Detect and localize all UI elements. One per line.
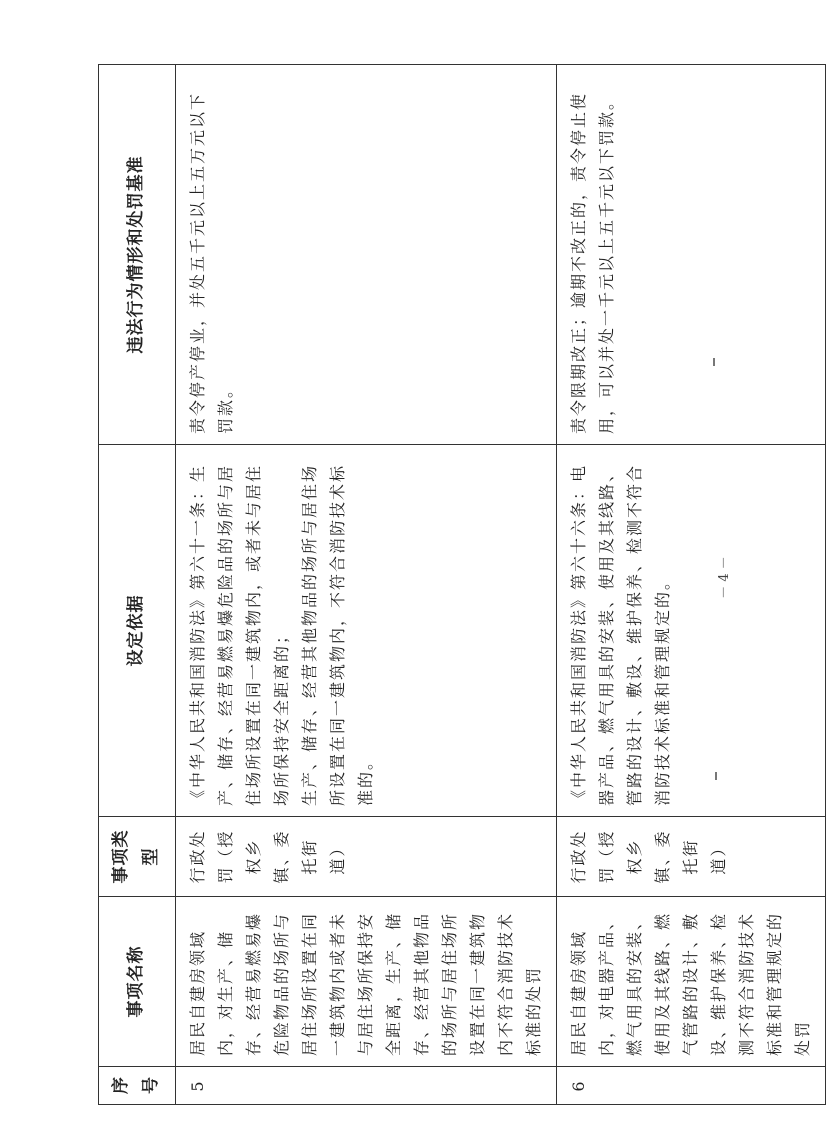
header-type: 事项类型 (99, 817, 176, 897)
page-number-text: － 4 － (716, 555, 732, 599)
table-header-row (99, 65, 176, 1105)
row-name: 居民自建房领域内，对电器产品、燃气用具的安装、使用及其线路、燃气管路的设计、敷设、维护保养、检测不符合消防技术标准和管理规定的处罚 (556, 897, 825, 1067)
row-name: 居民自建房领域内，对生产、储存、经营易燃易爆危险物品的场所与居住场所设置在同一建筑物内或者未与居住场所保持安全距离，生产、储存、经营其他物品的场所与居住场所设置在同一建筑物内不符合消防技术标准的处罚 (175, 897, 556, 1067)
header-basis: 设定依据 (99, 445, 176, 817)
rotated-table-container (98, 65, 812, 1105)
table-row (556, 65, 825, 1105)
page-number (712, 547, 732, 607)
scan-mark (713, 358, 715, 366)
scan-mark (715, 772, 717, 780)
row-seq: 6 (556, 1067, 825, 1105)
header-standard: 违法行为情形和处罚基准 (99, 65, 176, 445)
row-basis (556, 445, 825, 817)
row-seq: 5 (175, 1067, 556, 1105)
row-type: 行政处罚（授权乡镇、委托街道） (556, 817, 825, 897)
header-seq: 序号 (99, 1067, 176, 1105)
basis-paragraph: 《中华人民共和国消防法》第六十一条：生产、储存、经营易燃易爆危险品的场所与居住场所设置在同一建筑物内，或者未与居住场所保持安全距离的； (187, 463, 291, 806)
basis-paragraph: 生产、储存、经营其他物品的场所与居住场所设置在同一建筑物内，不符合消防技术标准的。 (299, 463, 375, 806)
row-basis (175, 445, 556, 817)
row-standard: 责令停产停业，并处五千元以上五万元以下罚款。 (175, 65, 556, 445)
header-name: 事项名称 (99, 897, 176, 1067)
row-type: 行政处罚（授权乡镇、委托街道） (175, 817, 556, 897)
row-standard: 责令限期改正；逾期不改正的，责令停止使用，可以并处一千元以上五千元以下罚款。 (556, 65, 825, 445)
table-row (175, 65, 556, 1105)
basis-paragraph: 《中华人民共和国消防法》第六十六条：电器产品、燃气用具的安装、使用及其线路、管路的设计、敷设、维护保养、检测不符合消防技术标准和管理规定的。 (568, 463, 672, 806)
